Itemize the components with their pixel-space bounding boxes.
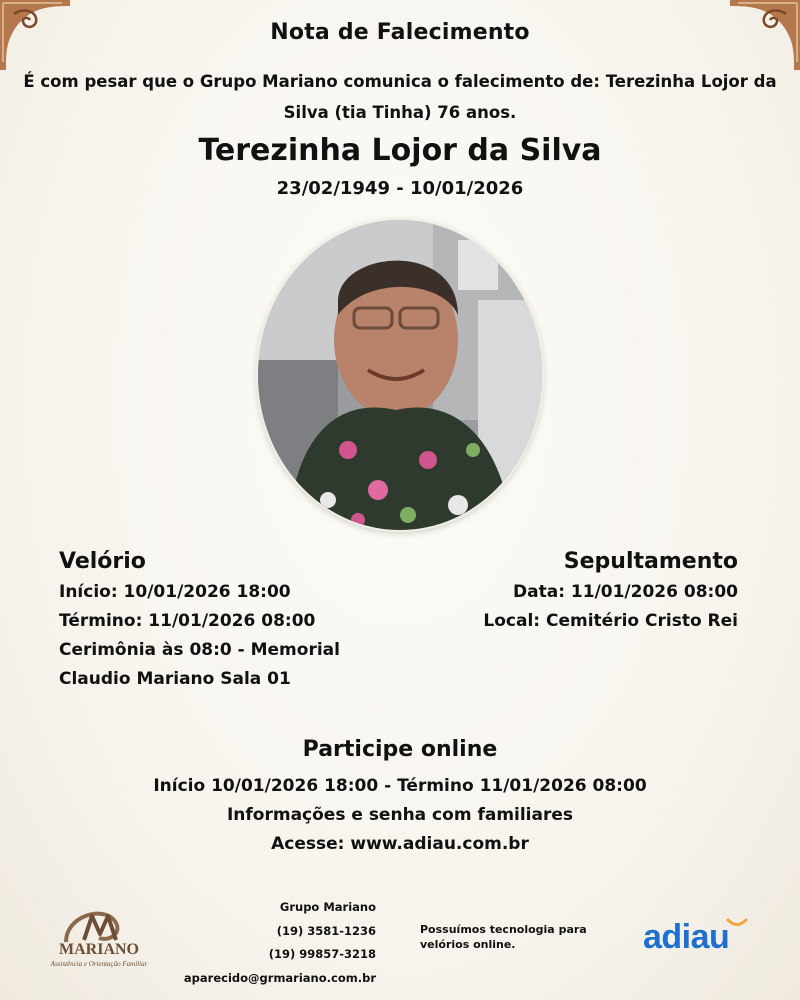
logo-wordmark: MARIANO <box>59 941 139 958</box>
sepultamento-section <box>408 546 738 636</box>
online-heading: Participe online <box>302 737 498 762</box>
portrait-photo <box>258 220 542 530</box>
logo-tagline: Assistência e Orientação Familiar <box>50 960 148 968</box>
sepultamento-local: Local: Cemitério Cristo Rei <box>483 611 738 631</box>
life-dates: 23/02/1949 - 10/01/2026 <box>276 178 524 199</box>
announcement-text: É com pesar que o Grupo Mariano comunica o falecimento de: Terezinha Lojor da Silva (tia Tinha) 76 anos. <box>23 72 777 122</box>
sepultamento-heading: Sepultamento <box>563 549 738 574</box>
phone-2[interactable]: (19) 99857-3218 <box>268 947 376 961</box>
adiau-logo: adiau <box>643 918 730 956</box>
company-name: Grupo Mariano <box>279 900 376 914</box>
velorio-section <box>59 546 389 694</box>
contact-email[interactable]: aparecido@grmariano.com.br <box>183 970 376 985</box>
online-tech-note: Possuímos tecnologia para velórios online. <box>420 923 587 951</box>
online-access-link[interactable]: Acesse: www.adiau.com.br <box>271 834 529 854</box>
velorio-termino: Término: 11/01/2026 08:00 <box>59 611 316 631</box>
phone-1[interactable]: (19) 3581-1236 <box>276 923 376 938</box>
online-info: Informações e senha com familiares <box>226 805 574 825</box>
page-title: Nota de Falecimento <box>270 20 530 45</box>
online-participation-section <box>0 734 800 859</box>
velorio-heading: Velório <box>59 549 146 574</box>
online-period: Início 10/01/2026 18:00 - Término 11/01/2026 08:00 <box>153 776 647 796</box>
velorio-cerimonia-line-1: Cerimônia às 08:0 - Memorial <box>59 640 340 660</box>
sepultamento-data: Data: 11/01/2026 08:00 <box>513 582 738 602</box>
grupo-mariano-logo <box>44 902 154 972</box>
contact-block <box>180 896 376 990</box>
velorio-inicio: Início: 10/01/2026 18:00 <box>59 582 291 602</box>
velorio-cerimonia-line-2: Claudio Mariano Sala 01 <box>59 669 291 689</box>
adiau-accent-icon <box>722 917 752 931</box>
deceased-name: Terezinha Lojor da Silva <box>198 133 602 168</box>
